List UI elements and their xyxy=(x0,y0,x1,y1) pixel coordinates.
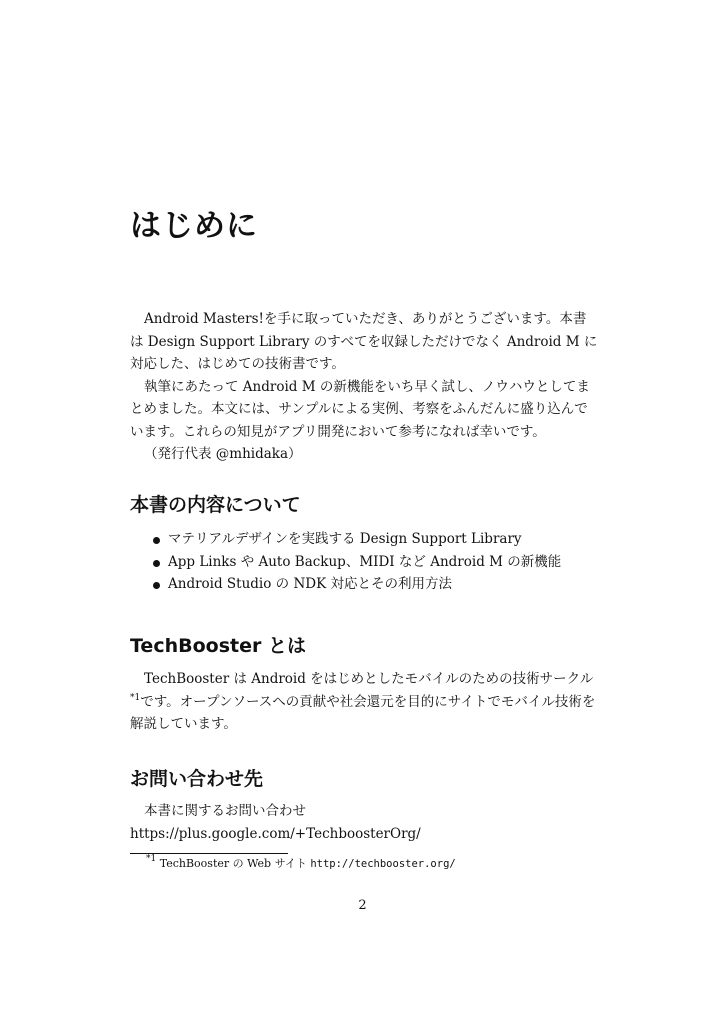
intro-paragraph-1: Android Masters!を手に取っていただき、ありがとうございます。本書は Design Support Library のすべてを収録しただけでなく Android M に対応した、はじめての技術書です。 xyxy=(130,311,598,372)
intro-signature: （発行代表 @mhidaka） xyxy=(144,446,302,462)
page-number: 2 xyxy=(358,898,367,913)
techbooster-heading: TechBooster とは xyxy=(130,635,306,657)
techbooster-text-part-2: です。オープンソースへの貢献や社会還元を目的にサイトでモバイル技術を解説しています。 xyxy=(130,693,596,732)
footnote xyxy=(146,855,456,873)
bullet-icon xyxy=(153,582,160,589)
intro-body xyxy=(130,308,598,466)
list-item-text: マテリアルデザインを実践する Design Support Library xyxy=(168,531,522,547)
list-item xyxy=(150,573,561,596)
contents-list xyxy=(150,528,561,596)
list-item-text: Android Studio の NDK 対応とその利用方法 xyxy=(168,576,452,592)
contents-heading: 本書の内容について xyxy=(130,494,301,516)
techbooster-paragraph xyxy=(130,668,598,736)
footnote-url[interactable]: http://techbooster.org/ xyxy=(310,858,456,870)
contact-body xyxy=(130,800,598,845)
footnote-mark: *1 xyxy=(146,854,157,864)
list-item-text: App Links や Auto Backup、MIDI など Android M の新機能 xyxy=(168,553,562,570)
contact-paragraph: 本書に関するお問い合わせ https://plus.google.com/+TechboosterOrg/ xyxy=(130,803,421,842)
techbooster-body xyxy=(130,668,598,736)
footnote-reference[interactable]: *1 xyxy=(130,692,141,703)
chapter-title: はじめに xyxy=(130,208,258,244)
bullet-icon xyxy=(153,537,160,544)
footnote-text: TechBooster の Web サイト xyxy=(159,857,307,870)
contact-heading: お問い合わせ先 xyxy=(130,768,264,790)
list-item xyxy=(150,551,561,574)
intro-paragraph-2: 執筆にあたって Android M の新機能をいち早く試し、ノウハウとしてまとめました。本文には、サンプルによる実例、考察をふんだんに盛り込んでいます。これらの知見がアプリ開発において参考になれば幸いです。 xyxy=(130,378,590,440)
techbooster-text-part-1: TechBooster は Android をはじめとしたモバイルのための技術サークル xyxy=(144,671,594,687)
list-item xyxy=(150,528,561,551)
bullet-icon xyxy=(153,560,160,567)
